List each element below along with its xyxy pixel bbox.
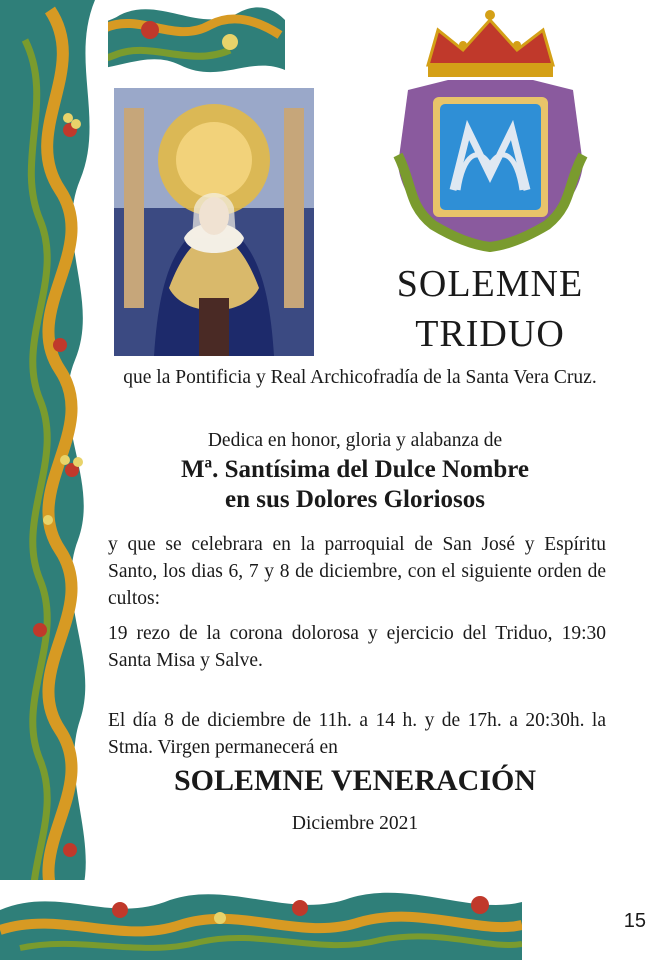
marian-monogram-crest-icon <box>393 5 588 255</box>
dedication-text: Dedica en honor, gloria y alabanza de <box>207 430 503 451</box>
page-number: 15 <box>623 910 646 932</box>
intro-text: que la Pontificia y Real Archicofradía de la Santa Vera Cruz. <box>123 367 597 388</box>
decorative-frame-left <box>0 0 108 960</box>
decorative-frame-bottom <box>0 880 522 960</box>
schedule-text: 19 rezo de la corona dolorosa y ejercicio del Triduo, 19:30 Santa Misa y Salve. <box>108 623 606 671</box>
virgin-photo <box>114 88 314 356</box>
title-line-1: SOLEMNE <box>396 263 584 305</box>
crown-icon <box>428 10 553 77</box>
date-text: Diciembre 2021 <box>291 813 419 834</box>
dedicatee-name-line-2: en sus Dolores Gloriosos <box>225 486 485 513</box>
veneration-title: SOLEMNE VENERACIÓN <box>173 764 536 797</box>
celebration-text: y que se celebrara en la parroquial de San José y Espíritu Santo, los dias 6, 7 y 8 de diciembre, con el siguiente orden de cultos: <box>108 534 606 609</box>
title-line-2: TRIDUO <box>415 313 565 355</box>
dedicatee-name-line-1: Mª. Santísima del Dulce Nombre <box>181 456 529 483</box>
veneration-info-text: El día 8 de diciembre de 11h. a 14 h. y de 17h. a 20:30h. la Stma. Virgen permanecerá en <box>108 710 606 758</box>
